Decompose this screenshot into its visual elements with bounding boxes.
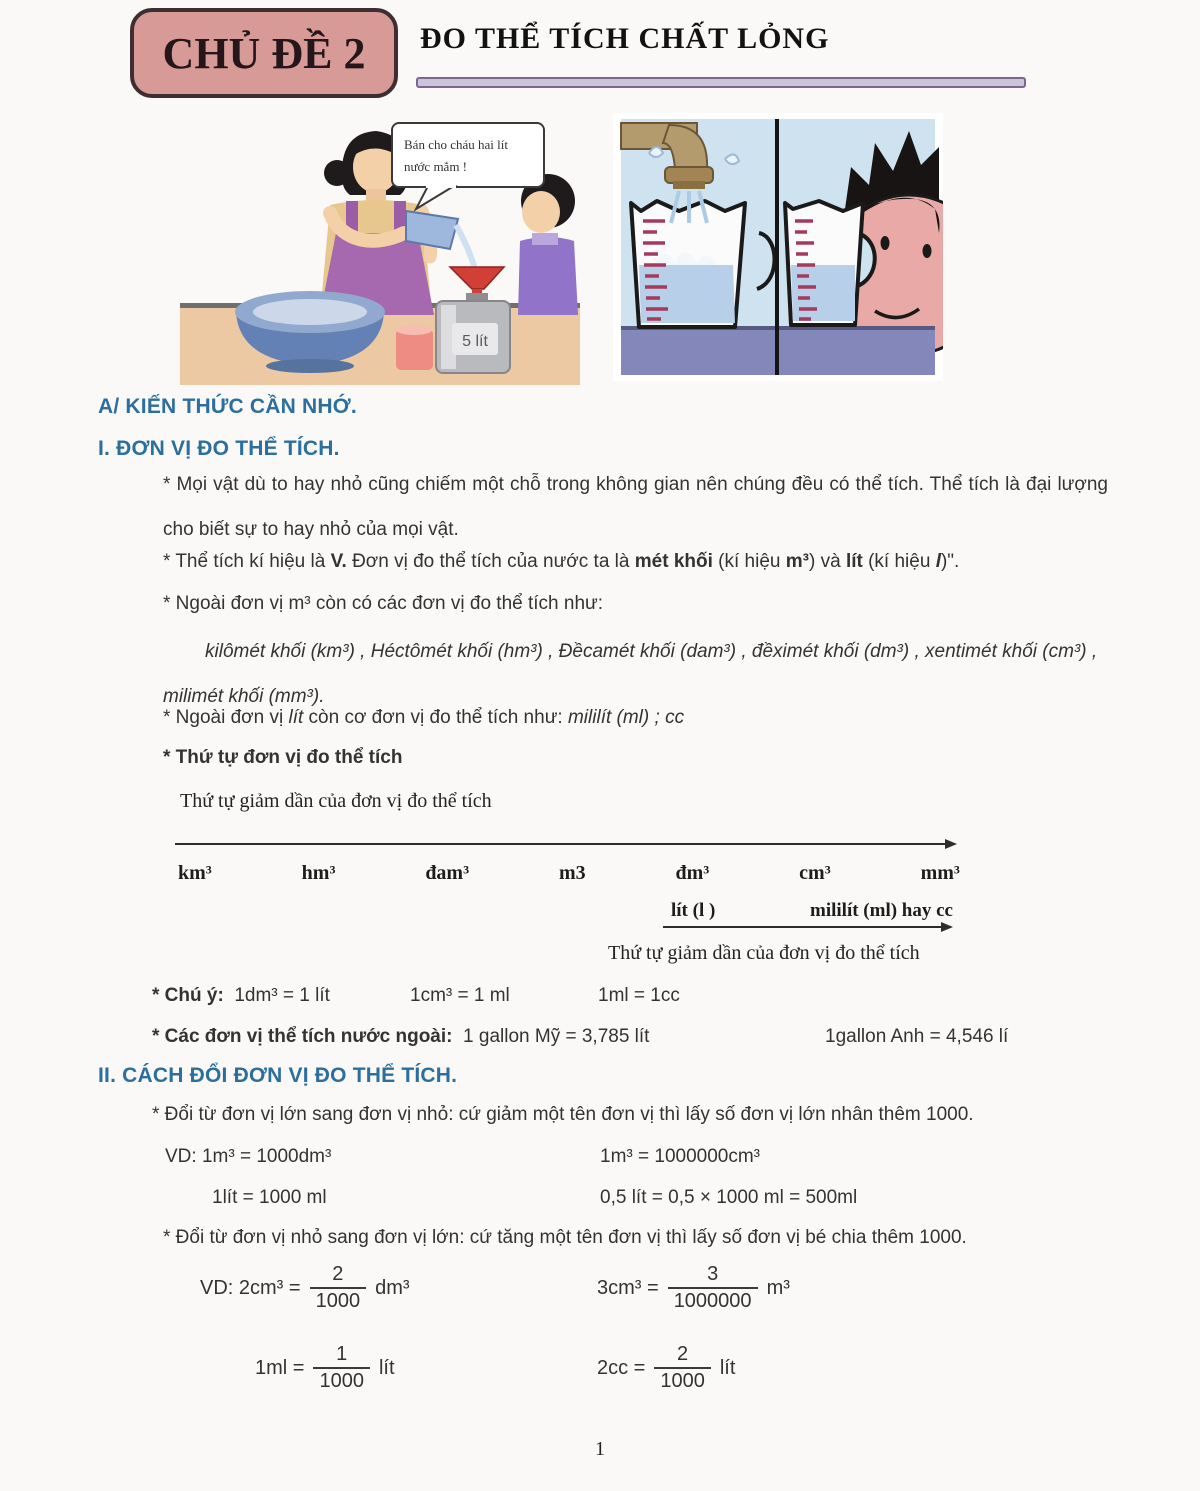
text-segment: mililít (ml) ; cc [567,707,685,728]
unit-hm3: hm³ [301,862,336,884]
fraction-lhs: VD: 2cm³ = [200,1276,301,1299]
topic-badge-label: CHỦ ĐỀ 2 [162,28,366,78]
speech-bubble-line2: nước mắm ! [404,159,468,174]
example-1m3-dm3: VD: 1m³ = 1000dm³ [165,1146,332,1167]
unit-m3: m3 [558,862,586,884]
fraction-lhs: 2cc = [597,1356,646,1379]
text-segment: m³ [785,551,809,572]
note-label: * Chú ý: [152,985,224,1006]
fraction-rhs: m³ [766,1276,790,1299]
liter-scale-block [663,900,953,928]
fraction-rhs: lít [378,1356,395,1379]
liter-order-arrow [663,926,951,928]
note-eq1: 1dm³ = 1 lít [234,985,330,1006]
illustration-measuring-jugs [613,113,943,381]
text-segment: mét khối [634,551,713,572]
fish-sauce-can [436,293,510,373]
note-eq3: 1ml = 1cc [598,985,680,1006]
text-segment: )". [940,551,960,572]
paragraph-volume-symbol [163,551,959,573]
pink-mug [396,325,433,370]
fraction-denominator: 1000000 [668,1287,758,1314]
foreign-units-label: * Các đơn vị thể tích nước ngoài: [152,1026,453,1047]
foreign-units-row [152,1026,649,1048]
text-segment: (kí hiệu [862,551,936,572]
example-1lit-ml: 1lít = 1000 ml [212,1187,327,1208]
fraction-example-2cc [597,1342,735,1394]
unit-mm3: mm³ [920,862,960,884]
title-underline [416,77,1026,88]
topic-badge [130,8,398,98]
unit-dam3: đam³ [425,862,470,884]
paragraph-other-units: * Ngoài đơn vị m³ còn có các đơn vị đo thể tích như: [163,593,604,614]
fraction [654,1342,711,1394]
text-segment: lít [845,551,863,572]
rule-small-to-big: * Đổi từ đơn vị nhỏ sang đơn vị lớn: cứ tăng một tên đơn vị thì lấy số đơn vị bé chia thêm 1000. [163,1227,967,1248]
fraction [668,1262,758,1314]
heading-knowledge: A/ KIẾN THỨC CẦN NHỚ. [98,395,357,418]
page-number: 1 [595,1438,605,1460]
child-figure [518,174,578,315]
fraction-numerator: 1 [336,1343,348,1365]
text-segment: (kí hiệu [712,551,786,572]
fraction-numerator: 2 [332,1263,344,1285]
fraction [313,1342,370,1394]
note-row [152,985,330,1007]
label-mililit: mililít (ml) hay cc [810,900,953,921]
fraction-numerator: 3 [707,1263,719,1285]
text-segment: * Ngoài đơn vị [163,707,289,728]
panel-divider [775,119,779,375]
text-segment: lít [288,707,304,728]
diagram-caption-bottom: Thứ tự giảm dần của đơn vị đo thể tích [608,942,920,964]
fraction-denominator: 1000 [310,1287,367,1314]
example-1m3-cm3: 1m³ = 1000000cm³ [600,1146,760,1167]
text-segment: còn cơ đơn vị đo thể tích như: [303,707,568,728]
fraction-lhs: 3cm³ = [597,1276,659,1299]
text-segment: * Thể tích kí hiệu là [163,551,331,572]
fraction-example-1ml [255,1342,395,1394]
example-05lit-ml: 0,5 lít = 0,5 × 1000 ml = 500ml [600,1187,858,1208]
text-segment: ) và [808,551,846,572]
diagram-caption-top: Thứ tự giảm dần của đơn vị đo thể tích [180,790,492,812]
illustration-mother-pouring [180,115,580,385]
liter-scale-labels [663,900,953,922]
rule-big-to-small: * Đổi từ đơn vị lớn sang đơn vị nhỏ: cứ giảm một tên đơn vị thì lấy số đơn vị lớn nhân thêm 1000. [152,1104,974,1125]
unit-cm3: cm³ [799,862,831,884]
text-segment: l [935,551,941,572]
decreasing-order-arrow [175,843,955,845]
paragraph-volume-definition: * Mọi vật dù to hay nhỏ cũng chiếm một chỗ trong không gian nên chúng đều có thể tích. Thể tích là đại lượng cho biết sự to hay nhỏ của mọi vật. [163,474,1108,540]
text-segment: V. [330,551,347,572]
paragraph-liter-units [163,707,684,729]
can-label: 5 lít [462,333,488,350]
heading-conversion: II. CÁCH ĐỔI ĐƠN VỊ ĐO THỂ TÍCH. [98,1064,458,1087]
text-segment: Đơn vị đo thể tích của nước ta là [346,551,635,572]
note-eq2: 1cm³ = 1 ml [410,985,510,1006]
fraction-denominator: 1000 [313,1367,370,1394]
page-title: ĐO THỂ TÍCH CHẤT LỎNG [420,22,830,55]
fraction-denominator: 1000 [654,1367,711,1394]
paragraph-unit-list: kilômét khối (km³) , Héctômét khối (hm³) , Đềcamét khối (dam³) , đềximét khối (dm³) , xentimét khối (cm³) , milimét khối (mm³). [163,641,1098,707]
unit-scale-row [178,862,960,885]
fraction-rhs: dm³ [375,1276,410,1299]
label-lit: lít (l ) [671,900,716,921]
heading-units: I. ĐƠN VỊ ĐO THỂ TÍCH. [98,437,340,460]
fraction-numerator: 2 [677,1343,689,1365]
fraction-example-2cm3 [200,1262,410,1314]
unit-dm3: đm³ [675,862,710,884]
fraction-rhs: lít [719,1356,736,1379]
foreign-eq-uk: 1gallon Anh = 4,546 lí [825,1026,1009,1047]
fraction-example-3cm3 [597,1262,790,1314]
speech-bubble-line1: Bán cho cháu hai lít [404,137,508,152]
speech-bubble [392,123,544,209]
foreign-eq-us: 1 gallon Mỹ = 3,785 lít [463,1026,650,1047]
fraction [310,1262,367,1314]
unit-km3: km³ [178,862,212,884]
paragraph-unit-order: * Thứ tự đơn vị đo thể tích [163,747,403,768]
fraction-lhs: 1ml = [255,1356,305,1379]
